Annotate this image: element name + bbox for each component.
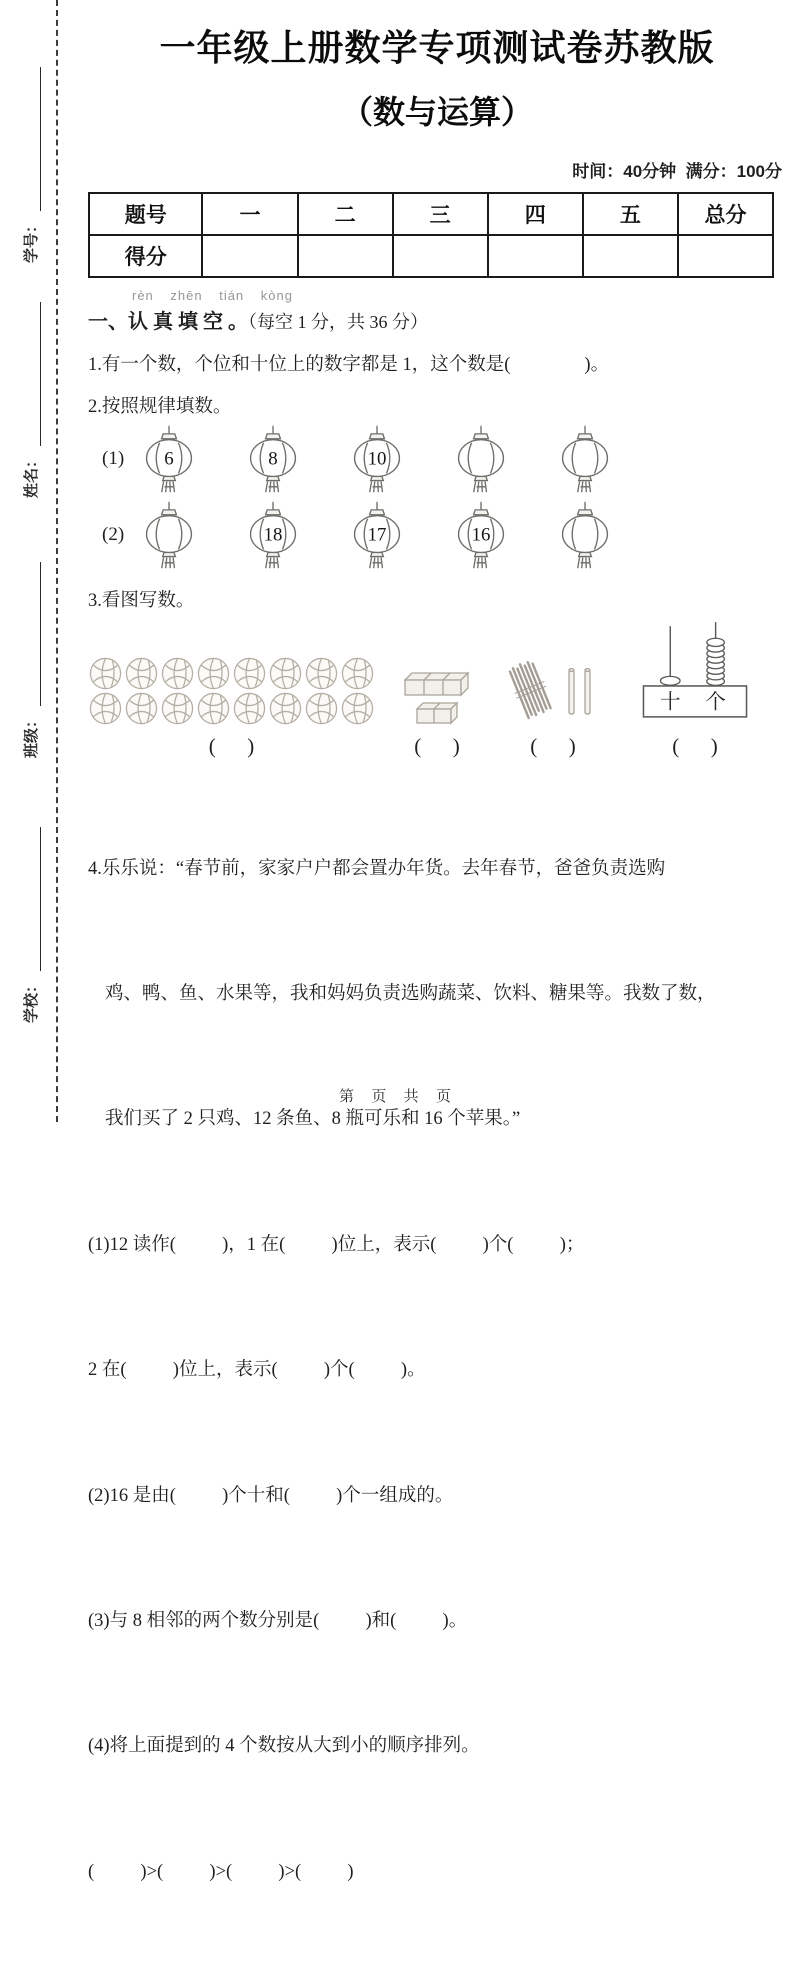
basketballs-grid	[88, 656, 375, 726]
school-label: 学校：	[24, 977, 40, 1023]
lantern-icon	[142, 500, 196, 570]
score-empty-cell	[678, 235, 773, 277]
lantern-icon	[558, 424, 612, 494]
lantern-number: 17	[367, 524, 387, 546]
basketball-icon	[304, 691, 339, 726]
basketball-icon	[304, 656, 339, 691]
score-empty-cell	[583, 235, 678, 277]
lantern-number: 10	[367, 448, 387, 470]
lantern-number: 6	[164, 448, 174, 470]
question-4-stem-line1: 4.乐乐说：“春节前，家家户户都会置办年货。去年春节，爸爸负责选购	[88, 858, 666, 879]
question-4-sub4: (4)将上面提到的 4 个数按从大到小的顺序排列。	[88, 1736, 480, 1757]
question-1: 1.有一个数，个位和十位上的数字都是 1，这个数是( )。	[88, 355, 610, 375]
school-field	[19, 827, 41, 1023]
student-name-blank-line	[25, 302, 41, 446]
lantern-row-2-label: (2)	[102, 524, 125, 545]
margin-dashed-line	[56, 0, 58, 1122]
basketball-icon	[124, 656, 159, 691]
abacus-group	[639, 620, 751, 759]
student-name-field	[19, 302, 41, 498]
score-table-header-cell: 二	[298, 193, 393, 235]
paper-title: 一年级上册数学专项测试卷苏教版	[159, 27, 715, 68]
basketball-icon	[160, 656, 195, 691]
paper-body	[88, 0, 786, 1977]
section-pinyin: rèn zhēn tián kòng	[132, 288, 293, 303]
student-id-blank-line	[25, 67, 41, 211]
sticks-group	[505, 656, 601, 759]
basketball-icon	[340, 656, 375, 691]
score-table-header-cell: 四	[488, 193, 583, 235]
lantern-number: 16	[471, 524, 491, 546]
abacus-ones-label: 个	[705, 691, 726, 714]
student-id-field	[19, 67, 41, 263]
question-4-stem-line3: 我们买了 2 只鸡、12 条鱼、8 瓶可乐和 16 个苹果。”	[105, 1109, 521, 1130]
class-blank-line	[25, 562, 41, 706]
basketball-icon	[232, 691, 267, 726]
score-table-header-cell: 三	[393, 193, 488, 235]
question-3-stem: 3.看图写数。	[88, 591, 195, 611]
basketball-icon	[88, 656, 123, 691]
page-footer: 第 页 共 页	[338, 1088, 454, 1105]
basketball-icon	[196, 656, 231, 691]
lantern-icon	[454, 424, 508, 494]
question-4-sub1: (1)12 读作( )，1 在( )位上，表示( )个( )；	[88, 1234, 585, 1255]
score-table-header-row	[89, 193, 773, 235]
score-row-label: 得分	[89, 235, 202, 277]
answer-blank: ( )	[414, 734, 460, 758]
lantern-icon	[454, 500, 508, 570]
section-title-text: 一、认 真 填 空 。	[88, 311, 248, 333]
basketball-icon	[268, 691, 303, 726]
lantern-icon	[350, 500, 404, 570]
score-table	[88, 192, 774, 278]
lantern-icon	[142, 424, 196, 494]
basketball-icon	[232, 656, 267, 691]
lantern-row-2-lanterns	[142, 500, 612, 570]
lantern-row-1	[102, 424, 786, 494]
answer-blank: ( )	[672, 734, 718, 758]
basketball-icon	[268, 656, 303, 691]
basketball-icon	[124, 691, 159, 726]
basketballs-group	[88, 656, 375, 759]
score-empty-cell	[298, 235, 393, 277]
school-blank-line	[25, 827, 41, 971]
basketball-icon	[160, 691, 195, 726]
answer-blank: ( )	[208, 734, 255, 758]
question-4-stem-line2: 鸡、鸭、鱼、水果等，我和妈妈负责选购蔬菜、饮料、糖果等。我数了数，	[105, 983, 716, 1004]
lantern-icon	[246, 424, 300, 494]
class-label: 班级：	[24, 712, 40, 758]
lantern-row-2	[102, 500, 786, 570]
section-points-text: （每空 1 分，共 36 分）	[248, 312, 428, 332]
question-2-stem: 2.按照规律填数。	[88, 397, 232, 417]
score-empty-cell	[488, 235, 583, 277]
answer-blank: ( )	[530, 734, 576, 758]
score-table-header-cell: 五	[583, 193, 678, 235]
student-name-label: 姓名：	[24, 452, 40, 498]
basketball-row	[88, 656, 375, 691]
question-4-sub4-answer: ( )>( )>( )>( )	[88, 1861, 354, 1882]
sticks-image	[505, 656, 601, 726]
question-3-figures	[88, 620, 786, 759]
basketball-icon	[88, 691, 123, 726]
score-empty-cell	[393, 235, 488, 277]
basketball-row	[88, 691, 375, 726]
score-table-header-cell: 题号	[89, 193, 202, 235]
cubes-image	[391, 664, 483, 726]
abacus-tens-label: 十	[659, 691, 681, 714]
time-score-info: 时间：40分钟 满分：100分	[572, 162, 782, 181]
question-4-sub1-cont: 2 在( )位上，表示( )个( )。	[88, 1360, 426, 1381]
question-4	[88, 765, 786, 1977]
abacus-image	[639, 620, 751, 726]
cubes-group	[391, 664, 483, 759]
lantern-number: 8	[268, 448, 278, 470]
lantern-icon	[350, 424, 404, 494]
lantern-icon	[558, 500, 612, 570]
student-id-label: 学号：	[24, 217, 40, 263]
lantern-icon	[246, 500, 300, 570]
lantern-row-1-label: (1)	[102, 448, 125, 469]
class-field	[19, 562, 41, 758]
basketball-icon	[196, 691, 231, 726]
score-table-score-row	[89, 235, 773, 277]
paper-subtitle: （数与运算）	[340, 94, 533, 130]
question-4-sub2: (2)16 是由( )个十和( )个一组成的。	[88, 1485, 454, 1506]
section-heading	[88, 305, 786, 334]
score-table-header-cell: 总分	[678, 193, 773, 235]
basketball-icon	[340, 691, 375, 726]
question-4-sub3: (3)与 8 相邻的两个数分别是( )和( )。	[88, 1610, 468, 1631]
lantern-number: 18	[263, 524, 283, 546]
score-table-header-cell: 一	[202, 193, 297, 235]
lantern-row-1-lanterns	[142, 424, 612, 494]
score-empty-cell	[202, 235, 297, 277]
